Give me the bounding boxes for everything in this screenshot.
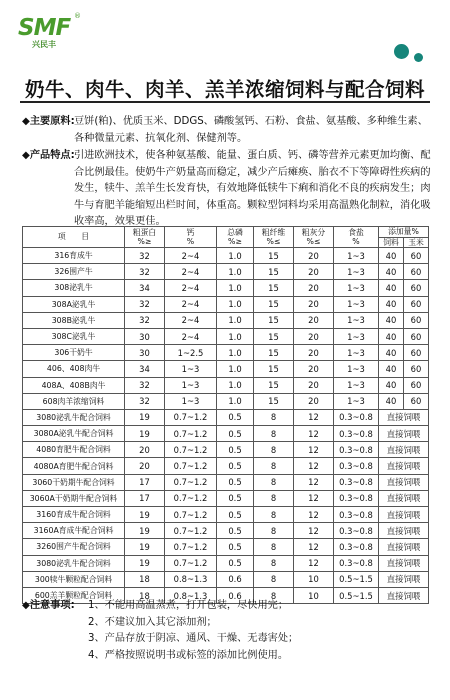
cell-protein: 30	[125, 328, 165, 344]
cell-corn: 60	[404, 248, 429, 264]
cell-name: 3160A育成牛配合饲料	[23, 523, 125, 539]
cell-corn: 60	[404, 312, 429, 328]
cell-phosphorus: 1.0	[217, 280, 254, 296]
cell-calcium: 1~2.5	[165, 345, 217, 361]
cell-salt: 0.3~0.8	[334, 458, 379, 474]
brand-logo	[18, 14, 80, 52]
cell-protein: 32	[125, 312, 165, 328]
cell-phosphorus: 0.6	[217, 587, 254, 603]
header-phosphorus: 总磷 %≥	[217, 227, 254, 248]
cell-calcium: 0.7~1.2	[165, 426, 217, 442]
cell-fiber: 15	[254, 280, 294, 296]
header-protein: 粗蛋白 %≥	[125, 227, 165, 248]
table-row	[23, 312, 429, 328]
cell-direct-feed: 直接饲喂	[379, 523, 429, 539]
cell-fiber: 8	[254, 474, 294, 490]
cell-protein: 20	[125, 442, 165, 458]
cell-ash: 20	[294, 393, 334, 409]
cell-calcium: 0.7~1.2	[165, 442, 217, 458]
cell-direct-feed: 直接饲喂	[379, 507, 429, 523]
cell-feed: 40	[379, 361, 404, 377]
table-row	[23, 377, 429, 393]
table-row	[23, 264, 429, 280]
cell-protein: 19	[125, 539, 165, 555]
cell-ash: 20	[294, 312, 334, 328]
cell-protein: 32	[125, 296, 165, 312]
cell-salt: 1~3	[334, 377, 379, 393]
spec-table	[22, 226, 429, 604]
cell-salt: 0.3~0.8	[334, 442, 379, 458]
features-section	[22, 148, 432, 231]
table-row	[23, 458, 429, 474]
cell-salt: 0.3~0.8	[334, 555, 379, 571]
cell-ash: 12	[294, 523, 334, 539]
cell-calcium: 0.7~1.2	[165, 507, 217, 523]
cell-calcium: 2~4	[165, 328, 217, 344]
cell-fiber: 8	[254, 458, 294, 474]
cell-calcium: 0.7~1.2	[165, 490, 217, 506]
cell-phosphorus: 0.5	[217, 458, 254, 474]
table-row	[23, 296, 429, 312]
cell-direct-feed: 直接饲喂	[379, 474, 429, 490]
cell-phosphorus: 0.5	[217, 490, 254, 506]
cell-ash: 20	[294, 377, 334, 393]
cell-calcium: 1~3	[165, 393, 217, 409]
cell-name: 3160育成牛配合饲料	[23, 507, 125, 523]
cell-direct-feed: 直接饲喂	[379, 587, 429, 603]
table-row	[23, 523, 429, 539]
logo-subtitle: 兴民丰	[32, 40, 56, 49]
cell-ash: 10	[294, 571, 334, 587]
cell-fiber: 15	[254, 393, 294, 409]
cell-corn: 60	[404, 328, 429, 344]
cell-ash: 20	[294, 280, 334, 296]
cell-feed: 40	[379, 377, 404, 393]
cell-salt: 1~3	[334, 264, 379, 280]
cell-salt: 1~3	[334, 312, 379, 328]
title-rule	[20, 101, 430, 103]
cell-name: 406、408肉牛	[23, 361, 125, 377]
cell-fiber: 8	[254, 523, 294, 539]
cell-protein: 19	[125, 426, 165, 442]
cell-salt: 0.5~1.5	[334, 571, 379, 587]
raw-materials-section	[22, 114, 432, 147]
notes-section	[22, 598, 432, 664]
cell-protein: 19	[125, 555, 165, 571]
table-row	[23, 361, 429, 377]
cell-protein: 18	[125, 571, 165, 587]
cell-calcium: 0.8~1.3	[165, 587, 217, 603]
cell-calcium: 0.7~1.2	[165, 474, 217, 490]
cell-name: 608肉羊浓缩饲料	[23, 393, 125, 409]
cell-phosphorus: 0.5	[217, 409, 254, 425]
header-ash: 粗灰分 %≤	[294, 227, 334, 248]
cell-calcium: 1~3	[165, 361, 217, 377]
cell-ash: 12	[294, 458, 334, 474]
cell-name: 308A泌乳牛	[23, 296, 125, 312]
cell-protein: 19	[125, 523, 165, 539]
raw-materials-text: 豆饼(粕)、优质玉米、DDGS、磷酸氢钙、石粉、食盐、氨基酸、多种维生素、各种微量元素、抗氧化剂、保健剂等。	[74, 116, 428, 144]
cell-name: 3080A泌乳牛配合饲料	[23, 426, 125, 442]
cell-feed: 40	[379, 280, 404, 296]
cell-fiber: 8	[254, 490, 294, 506]
cell-corn: 60	[404, 264, 429, 280]
cell-salt: 0.3~0.8	[334, 409, 379, 425]
cell-direct-feed: 直接饲喂	[379, 409, 429, 425]
cell-corn: 60	[404, 296, 429, 312]
cell-fiber: 15	[254, 312, 294, 328]
cell-protein: 32	[125, 393, 165, 409]
cell-protein: 30	[125, 345, 165, 361]
header-calcium: 钙 %	[165, 227, 217, 248]
cell-calcium: 0.7~1.2	[165, 539, 217, 555]
table-row	[23, 345, 429, 361]
cell-corn: 60	[404, 280, 429, 296]
cell-salt: 0.3~0.8	[334, 426, 379, 442]
header-item: 项 目	[23, 227, 125, 248]
cell-ash: 20	[294, 296, 334, 312]
cell-name: 3060A干奶期牛配合饲料	[23, 490, 125, 506]
cell-salt: 1~3	[334, 345, 379, 361]
note-item: 3、产品存放于阴凉、通风、干燥、无毒害处；	[88, 633, 299, 645]
cell-salt: 1~3	[334, 296, 379, 312]
cell-name: 306干奶牛	[23, 345, 125, 361]
cell-ash: 12	[294, 539, 334, 555]
cell-ash: 10	[294, 587, 334, 603]
note-item: 1、不能用高温蒸煮，打开包装，尽快用完；	[88, 600, 289, 611]
cell-phosphorus: 1.0	[217, 393, 254, 409]
table-row	[23, 490, 429, 506]
header-corn: 玉米	[404, 237, 429, 248]
table-row	[23, 426, 429, 442]
cell-salt: 0.3~0.8	[334, 474, 379, 490]
cell-protein: 18	[125, 587, 165, 603]
cell-feed: 40	[379, 393, 404, 409]
registered-mark: ®	[74, 12, 81, 20]
cell-ash: 20	[294, 248, 334, 264]
cell-direct-feed: 直接饲喂	[379, 571, 429, 587]
cell-phosphorus: 0.5	[217, 523, 254, 539]
cell-name: 408A、408B肉牛	[23, 377, 125, 393]
features-text: 引进欧洲技术，使各种氨基酸、能量、蛋白质、钙、磷等营养元素更加均衡、配合比例最佳。使奶牛产奶量高而稳定，减少产后瘫痪、胎衣不下等障碍性疾病的发生，犊牛、羔羊生长发育快，有效地降低犊牛下痢和消化不良的疾病发生；肉牛与育肥羊能缩短出栏时间，体重高。颗粒型饲料均采用高温熟化制粒，消化吸收率高，效果更佳。	[74, 150, 431, 228]
cell-protein: 34	[125, 361, 165, 377]
cell-salt: 0.3~0.8	[334, 507, 379, 523]
raw-materials-label: ◆主要原料:	[22, 116, 75, 127]
table-row	[23, 328, 429, 344]
cell-name: 4080A育肥牛配合饲料	[23, 458, 125, 474]
features-label: ◆产品特点:	[22, 150, 75, 161]
cell-phosphorus: 1.0	[217, 296, 254, 312]
cell-fiber: 8	[254, 426, 294, 442]
cell-name: 308泌乳牛	[23, 280, 125, 296]
cell-phosphorus: 1.0	[217, 264, 254, 280]
cell-calcium: 0.7~1.2	[165, 555, 217, 571]
table-row	[23, 474, 429, 490]
cell-calcium: 2~4	[165, 312, 217, 328]
spec-table-body	[23, 248, 429, 604]
cell-salt: 1~3	[334, 393, 379, 409]
cell-fiber: 8	[254, 539, 294, 555]
cell-phosphorus: 0.5	[217, 426, 254, 442]
cell-salt: 0.3~0.8	[334, 523, 379, 539]
note-item: 2、不建议加入其它添加剂；	[88, 616, 217, 628]
cell-salt: 1~3	[334, 280, 379, 296]
cell-fiber: 15	[254, 296, 294, 312]
header-fiber: 粗纤维 %≤	[254, 227, 294, 248]
cell-phosphorus: 1.0	[217, 248, 254, 264]
table-row	[23, 539, 429, 555]
cell-ash: 20	[294, 328, 334, 344]
table-row	[23, 442, 429, 458]
table-row	[23, 409, 429, 425]
header-feed: 饲料	[379, 237, 404, 248]
cell-ash: 12	[294, 474, 334, 490]
cell-calcium: 2~4	[165, 264, 217, 280]
cell-calcium: 0.8~1.3	[165, 571, 217, 587]
cell-name: 300犊牛颗粒配合饲料	[23, 571, 125, 587]
cell-direct-feed: 直接饲喂	[379, 426, 429, 442]
cell-salt: 1~3	[334, 248, 379, 264]
cell-direct-feed: 直接饲喂	[379, 555, 429, 571]
notes-label: ◆注意事项:	[22, 600, 75, 611]
cell-fiber: 8	[254, 571, 294, 587]
cell-calcium: 0.7~1.2	[165, 458, 217, 474]
cell-corn: 60	[404, 361, 429, 377]
decorative-dot-large	[394, 44, 409, 59]
cell-calcium: 1~3	[165, 377, 217, 393]
table-row	[23, 248, 429, 264]
cell-calcium: 2~4	[165, 280, 217, 296]
cell-name: 3080泌乳牛配合饲料	[23, 409, 125, 425]
cell-fiber: 8	[254, 587, 294, 603]
decorative-dot-small	[414, 53, 423, 62]
cell-calcium: 0.7~1.2	[165, 409, 217, 425]
cell-corn: 60	[404, 393, 429, 409]
cell-feed: 40	[379, 328, 404, 344]
page-title: 奶牛、肉牛、肉羊、羔羊浓缩饲料与配合饲料	[24, 78, 425, 101]
cell-fiber: 15	[254, 345, 294, 361]
cell-phosphorus: 0.5	[217, 507, 254, 523]
table-row	[23, 555, 429, 571]
cell-fiber: 8	[254, 442, 294, 458]
cell-name: 308C泌乳牛	[23, 328, 125, 344]
cell-protein: 17	[125, 474, 165, 490]
cell-protein: 19	[125, 409, 165, 425]
cell-salt: 1~3	[334, 361, 379, 377]
cell-name: 4080育肥牛配合饲料	[23, 442, 125, 458]
cell-salt: 0.3~0.8	[334, 490, 379, 506]
cell-salt: 0.3~0.8	[334, 539, 379, 555]
cell-feed: 40	[379, 248, 404, 264]
cell-protein: 17	[125, 490, 165, 506]
cell-direct-feed: 直接饲喂	[379, 442, 429, 458]
cell-phosphorus: 1.0	[217, 312, 254, 328]
cell-protein: 32	[125, 248, 165, 264]
header-addition: 添加量%	[379, 227, 429, 238]
cell-phosphorus: 0.6	[217, 571, 254, 587]
cell-name: 316育成牛	[23, 248, 125, 264]
cell-fiber: 15	[254, 361, 294, 377]
cell-feed: 40	[379, 345, 404, 361]
cell-phosphorus: 1.0	[217, 361, 254, 377]
cell-phosphorus: 0.5	[217, 555, 254, 571]
cell-ash: 12	[294, 507, 334, 523]
cell-phosphorus: 1.0	[217, 328, 254, 344]
cell-calcium: 0.7~1.2	[165, 523, 217, 539]
cell-feed: 40	[379, 264, 404, 280]
cell-name: 308B泌乳牛	[23, 312, 125, 328]
cell-ash: 12	[294, 426, 334, 442]
cell-fiber: 15	[254, 377, 294, 393]
cell-name: 3080泌乳牛配合饲料	[23, 555, 125, 571]
cell-corn: 60	[404, 377, 429, 393]
cell-protein: 20	[125, 458, 165, 474]
cell-name: 3060干奶期牛配合饲料	[23, 474, 125, 490]
table-row	[23, 507, 429, 523]
cell-fiber: 8	[254, 555, 294, 571]
cell-calcium: 2~4	[165, 296, 217, 312]
cell-salt: 0.5~1.5	[334, 587, 379, 603]
cell-phosphorus: 1.0	[217, 377, 254, 393]
cell-direct-feed: 直接饲喂	[379, 458, 429, 474]
cell-phosphorus: 0.5	[217, 442, 254, 458]
table-row	[23, 393, 429, 409]
cell-feed: 40	[379, 296, 404, 312]
cell-fiber: 15	[254, 328, 294, 344]
cell-protein: 19	[125, 507, 165, 523]
cell-ash: 20	[294, 361, 334, 377]
cell-protein: 32	[125, 377, 165, 393]
cell-ash: 20	[294, 264, 334, 280]
cell-direct-feed: 直接饲喂	[379, 539, 429, 555]
cell-protein: 34	[125, 280, 165, 296]
cell-name: 3260围产牛配合饲料	[23, 539, 125, 555]
cell-fiber: 8	[254, 409, 294, 425]
cell-ash: 12	[294, 442, 334, 458]
note-item: 4、严格按照说明书或标签的添加比例使用。	[88, 649, 289, 661]
cell-phosphorus: 0.5	[217, 474, 254, 490]
cell-name: 600羔羊颗粒配合饲料	[23, 587, 125, 603]
cell-ash: 20	[294, 345, 334, 361]
cell-protein: 32	[125, 264, 165, 280]
cell-name: 326围产牛	[23, 264, 125, 280]
cell-fiber: 15	[254, 264, 294, 280]
cell-calcium: 2~4	[165, 248, 217, 264]
cell-fiber: 15	[254, 248, 294, 264]
cell-ash: 12	[294, 490, 334, 506]
cell-phosphorus: 0.5	[217, 539, 254, 555]
cell-corn: 60	[404, 345, 429, 361]
cell-direct-feed: 直接饲喂	[379, 490, 429, 506]
table-row	[23, 280, 429, 296]
cell-feed: 40	[379, 312, 404, 328]
cell-phosphorus: 1.0	[217, 345, 254, 361]
cell-ash: 12	[294, 409, 334, 425]
table-row	[23, 571, 429, 587]
cell-ash: 12	[294, 555, 334, 571]
header-salt: 食盐 %	[334, 227, 379, 248]
cell-fiber: 8	[254, 507, 294, 523]
cell-salt: 1~3	[334, 328, 379, 344]
logo-mark: SMF	[18, 15, 71, 41]
